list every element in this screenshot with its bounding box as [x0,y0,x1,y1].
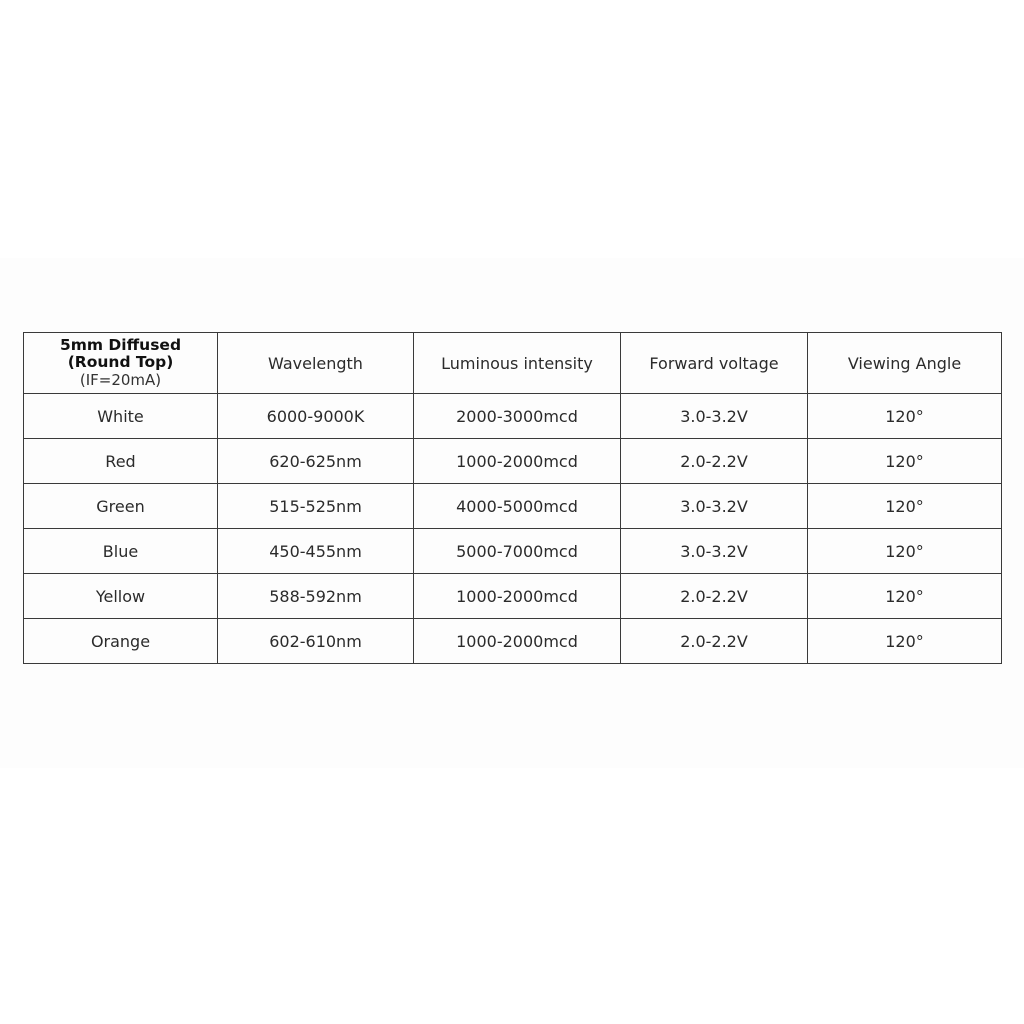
cell-angle: 120° [808,529,1002,574]
cell-wavelength: 6000-9000K [218,394,414,439]
led-spec-table [23,332,1002,664]
cell-voltage: 3.0-3.2V [621,484,808,529]
cell-voltage: 3.0-3.2V [621,394,808,439]
header-forward-voltage: Forward voltage [621,333,808,394]
cell-color: Red [24,439,218,484]
table-row [24,619,1002,664]
cell-color: Yellow [24,574,218,619]
cell-voltage: 2.0-2.2V [621,439,808,484]
cell-angle: 120° [808,619,1002,664]
cell-intensity: 1000-2000mcd [414,574,621,619]
cell-color: White [24,394,218,439]
cell-angle: 120° [808,394,1002,439]
cell-color: Blue [24,529,218,574]
cell-angle: 120° [808,574,1002,619]
cell-wavelength: 588-592nm [218,574,414,619]
cell-wavelength: 515-525nm [218,484,414,529]
cell-intensity: 1000-2000mcd [414,619,621,664]
table-header-row [24,333,1002,394]
cell-wavelength: 602-610nm [218,619,414,664]
table-row [24,484,1002,529]
header-product-line1: 5mm Diffused [59,335,182,354]
header-luminous-intensity: Luminous intensity [414,333,621,394]
header-product [24,333,218,394]
cell-angle: 120° [808,439,1002,484]
table-row [24,529,1002,574]
cell-voltage: 3.0-3.2V [621,529,808,574]
cell-wavelength: 450-455nm [218,529,414,574]
cell-voltage: 2.0-2.2V [621,574,808,619]
cell-color: Orange [24,619,218,664]
cell-color: Green [24,484,218,529]
table-row [24,574,1002,619]
cell-intensity: 4000-5000mcd [414,484,621,529]
cell-intensity: 5000-7000mcd [414,529,621,574]
header-viewing-angle: Viewing Angle [808,333,1002,394]
header-product-line3: (IF=20mA) [79,371,162,390]
table-row [24,394,1002,439]
header-product-line2: (Round Top) [67,353,174,372]
cell-angle: 120° [808,484,1002,529]
cell-wavelength: 620-625nm [218,439,414,484]
cell-voltage: 2.0-2.2V [621,619,808,664]
cell-intensity: 2000-3000mcd [414,394,621,439]
cell-intensity: 1000-2000mcd [414,439,621,484]
header-wavelength: Wavelength [218,333,414,394]
table-row [24,439,1002,484]
